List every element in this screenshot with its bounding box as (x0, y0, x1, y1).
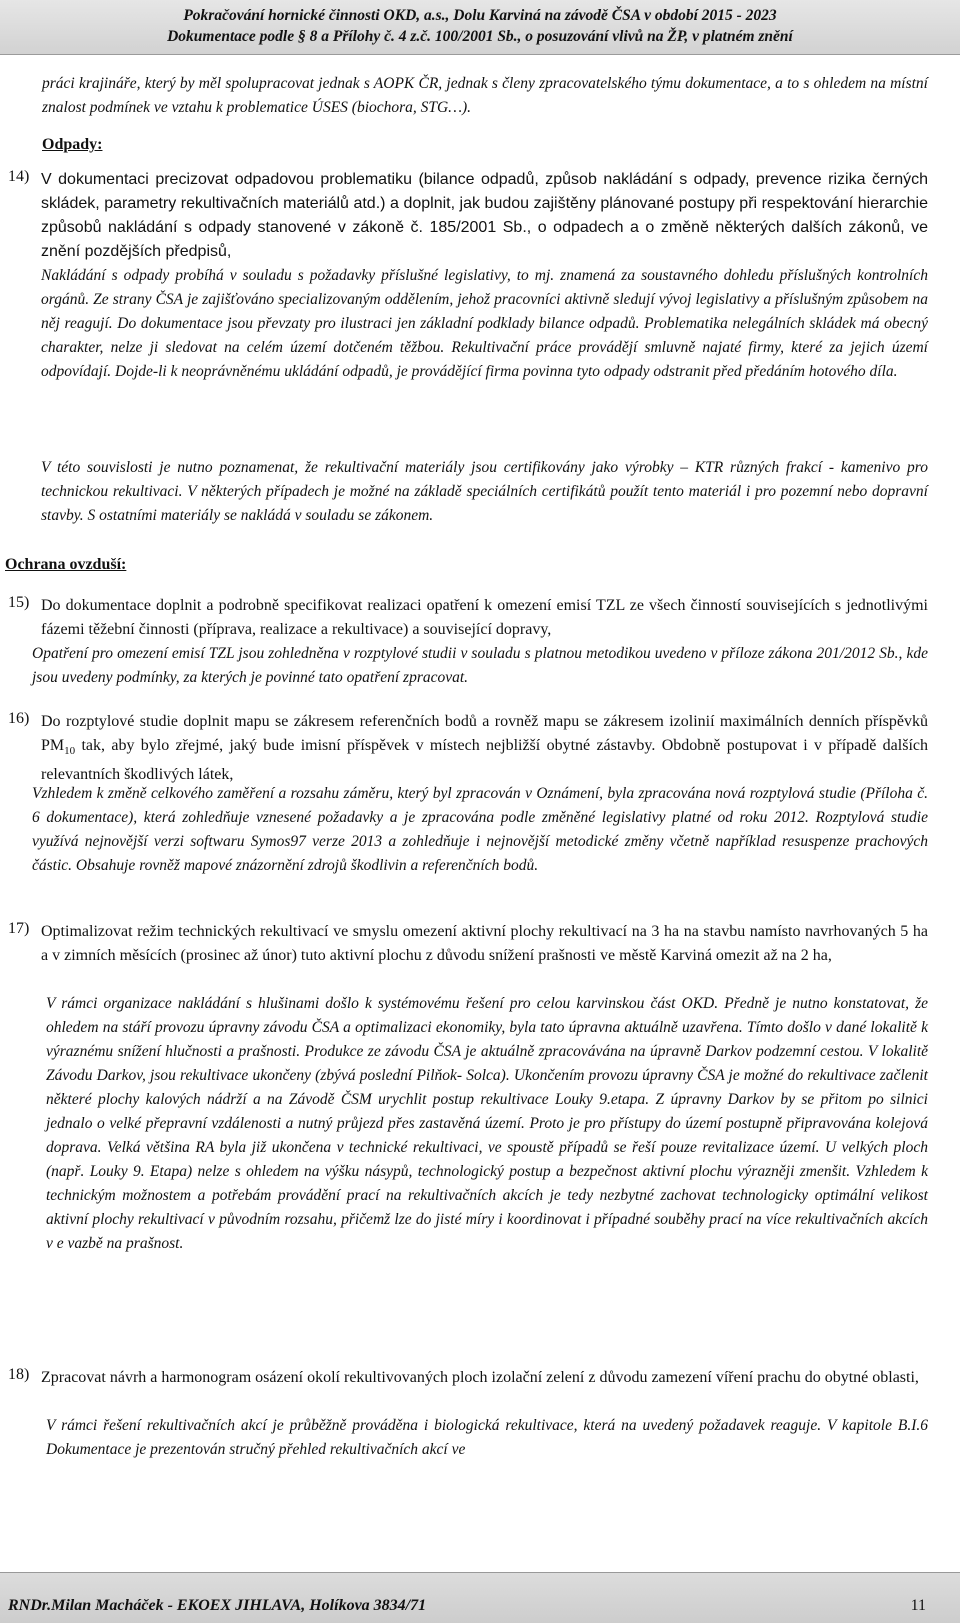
requirement-text: Optimalizovat režim technických rekultivací ve smyslu omezení aktivní plochy rekultivací na 3 ha na stavbu namísto navrhovaných 5 ha a v zimních měsících (prosinec až únor) tuto aktivní plochu z důvodu snížení prašnosti ve městě Karviná omezit až na 2 ha, (41, 923, 928, 964)
footer-author: RNDr.Milan Macháček - EKOEX JIHLAVA, Holíkova 3834/71 (8, 1597, 427, 1614)
page-number: 11 (910, 1597, 926, 1614)
response-text: Nakládání s odpady probíhá v souladu s požadavky příslušné legislativy, to mj. znamená za soustavného dohledu příslušných kontrolních orgánů. Ze strany ČSA je zajišťováno specializovaným oddělením, jehož pracovníci aktivně sledují vývoj legislativy a příslušným způsobem na něj reagují. Do dokumentace jsou převzaty pro ilustraci jen základní podklady bilance odpadů. Problematika nelegálních skládek má obecný charakter, nelze ji sledovat na celém území dotčeném těžbou. Rekultivační práce provádějí smluvně najaté firmy, které za jejich území odpovídají. Dojde-li k neoprávněnému ukládání odpadů, je provádějící firma povinna tyto odpady odstranit před předáním hotového díla. (41, 267, 928, 380)
item-number: 14) (8, 168, 30, 185)
intro-paragraph: práci krajináře, který by měl spolupracovat jednak s AOPK ČR, jednak s členy zpracovatelského týmu dokumentace, a to s ohledem na místní znalost podmínek ve vztahu k problematice ÚSES (biochora, STG…). (42, 75, 928, 116)
item-number: 17) (8, 920, 30, 937)
item-number: 16) (8, 710, 30, 727)
header-title: Pokračování hornické činnosti OKD, a.s., Dolu Karviná na závodě ČSA v období 2015 - 2023 (183, 7, 777, 24)
item-number: 18) (8, 1366, 30, 1383)
response-text: Vzhledem k změně celkového zaměření a rozsahu záměru, který byl zpracován v Oznámení, byla zpracována nová rozptylová studie (Příloha č. 6 dokumentace), která zohledňuje vznesené požadavky a je zpracována podle změněné legislativy platné od roku 2012. Rozptylová studie využívá nejnovější verzi softwaru Symos97 verze 2013 a zohledňuje i nejnovější metodické změny včetně například resuspenze prachových částic. Obsahuje rovněž mapové znázornění zdrojů škodlivin a referenčních bodů. (32, 785, 928, 874)
response-text: Opatření pro omezení emisí TZL jsou zohledněna v rozptylové studii v souladu s platnou metodikou uvedeno v příloze zákona 201/2012 Sb., kde jsou uvedeny podmínky, za kterých je povinné tato opatření zpracovat. (32, 645, 928, 686)
page-header (0, 0, 960, 55)
header-subtitle: Dokumentace podle § 8 a Přílohy č. 4 z.č. 100/2001 Sb., o posuzování vlivů na ŽP, v platném znění (167, 28, 793, 45)
section-heading-ovzdusi: Ochrana ovzduší: (5, 556, 127, 573)
section-heading-odpady: Odpady: (42, 136, 103, 153)
response-text-2: V této souvislosti je nutno poznamenat, že rekultivační materiály jsou certifikovány jako výrobky – KTR různých frakcí - kamenivo pro technickou rekultivaci. V některých případech je možné na základě speciálních certifikátů použít tento materiál i pro pozemní nebo dopravní stavby. S ostatními materiály se nakládá v souladu se zákonem. (41, 459, 928, 524)
response-text: V rámci organizace nakládání s hlušinami došlo k systémovému řešení pro celou karvinskou část OKD. Předně je nutno konstatovat, že ohledem na stáří provozu úpravny závodu ČSA a optimalizaci ekonomiky, byla tato úpravna aktuálně uzavřena. Tímto došlo v dané lokalitě k výraznému snížení hlučnosti a prašnosti. Produkce ze závodu ČSA je aktuálně zpracovávána na úpravně Darkov podzemní cestou. V lokalitě Závodu Darkov, jsou rekultivace ukončeny (zbývá poslední Pilňok- Solca). Ukončením provozu úpravny ČSA je možné do rekultivace začlenit některé plochy kalových nádrží a na Závodě ČSM urychlit postup rekultivace Louky 9.etapa. Z úpravny Darkov by se přitom po silnici jednalo o velké přepravní vzdálenosti a nutný průjezd přes zastavěná území. Proto je pro přístupy do území postupně připravována kolejová doprava. Velká většina RA byla již ukončena v technické rekultivaci, ve spoustě případů se řeší pouze revitalizace území. U velkých ploch (např. Louky 9. Etapa) nelze s ohledem na výšku násypů, technologický postup a bezpečnost aktivní plochu výrazněji zmenšit. Vzhledem k technickým možnostem a potřebám provádění prací na rekultivačních akcích je tedy nezbytné zachovat technologicky optimální velikost aktivní plochy rekultivací v původním rozsahu, přičemž lze do jisté míry i koordinovat i případné souběhy prací na více rekultivačních akcích v e vazbě na prašnost. (46, 995, 928, 1252)
page-footer (0, 1572, 960, 1623)
requirement-text: Do dokumentace doplnit a podrobně specifikovat realizaci opatření k omezení emisí TZL ze všech činností souvisejících s jednotlivými fázemi těžební činnosti (příprava, realizace a rekultivace) a související dopravy, (41, 597, 928, 638)
requirement-text: V dokumentaci precizovat odpadovou problematiku (bilance odpadů, způsob nakládání s odpady, prevence rizika černých skládek, parametry rekultivačních materiálů atd.) a doplnit, jak budou zajištěny plánované postupy při respektování hierarchie způsobů nakládání s odpady stanovené v zákoně č. 185/2001 Sb., o odpadech a o změně některých dalších zákonů, ve znění pozdějších předpisů, (41, 171, 928, 260)
item-number: 15) (8, 594, 30, 611)
requirement-text: Zpracovat návrh a harmonogram osázení okolí rekultivovaných ploch izolační zelení z důvodu zamezení víření prachu do obytné oblasti, (41, 1369, 919, 1386)
response-text: V rámci řešení rekultivačních akcí je průběžně prováděna i biologická rekultivace, která na uvedený požadavek reaguje. V kapitole B.I.6 Dokumentace je prezentován stručný přehled rekultivačních akcí ve (46, 1417, 928, 1458)
requirement-text: Do rozptylové studie doplnit mapu se zákresem referenčních bodů a rovněž mapu se zákresem izolinií maximálních denních příspěvků $PM_{10}$ tak, aby bylo zřejmé, jaký bude imisní příspěvek v místech nejbližší obytné zástavby. Obdobně postupovat i v případě dalších relevantních škodlivých látek, (41, 713, 928, 784)
